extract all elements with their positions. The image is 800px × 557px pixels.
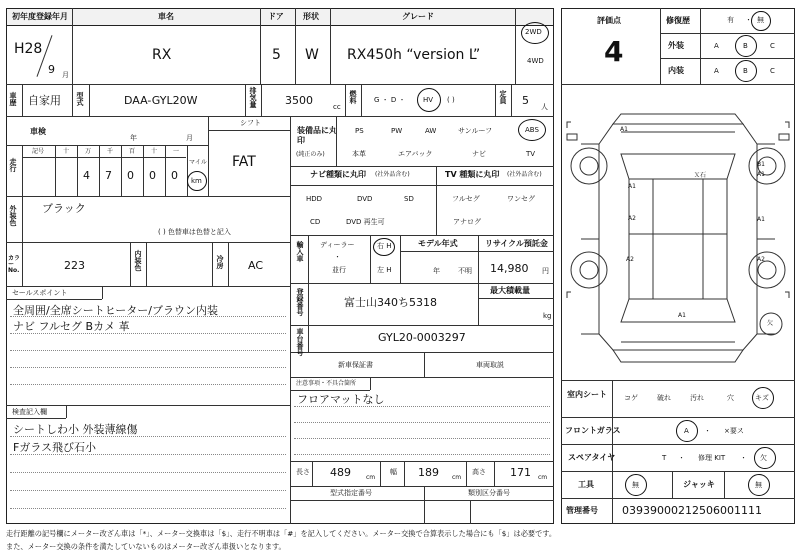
category-label: 類別区分番号	[468, 489, 510, 497]
door-label: ドア	[268, 12, 284, 21]
dmg-b1: B1	[757, 161, 765, 168]
sales-points-label: セールスポイント	[12, 289, 68, 297]
car-damage-diagram	[561, 84, 795, 380]
fuel-options: G ・ D ・	[374, 96, 406, 104]
era-year: H28	[14, 41, 43, 57]
import-label: 輸入車	[296, 241, 304, 262]
capacity-label: 定員	[499, 90, 507, 104]
year-label: 初年度登録年月	[12, 12, 68, 21]
navi-cd: CD	[310, 218, 321, 226]
chassis-label: 車台番号	[296, 328, 304, 356]
shaken-label: 車検	[30, 127, 46, 136]
jack-label: ジャッキ	[683, 480, 715, 489]
import-dealer: ディーラー	[320, 241, 355, 249]
shape-label: 形状	[303, 12, 319, 21]
navi-hdd: HDD	[306, 195, 323, 203]
max-load-unit: kg	[543, 312, 552, 320]
month-value: 9	[48, 63, 55, 76]
tv-fullseg: フルセグ	[452, 195, 480, 203]
drive-2wd: 2WD	[525, 28, 542, 36]
int-b: B	[743, 67, 748, 75]
dmg-a1-5: A1	[678, 312, 686, 319]
type-designation-label: 型式指定番号	[330, 489, 372, 497]
equip-abs: ABS	[525, 126, 539, 134]
height-label: 高さ	[472, 468, 486, 476]
exterior-color-label: 外装色	[9, 205, 17, 226]
repair-yes: 有	[727, 16, 734, 24]
navi-sd: SD	[404, 195, 414, 203]
car-name-value: RX	[152, 47, 172, 63]
fuel-other: ( )	[447, 96, 455, 104]
score-value: 4	[604, 35, 624, 68]
seat-hole: 穴	[727, 394, 734, 402]
equip-ps: PS	[355, 127, 364, 135]
drive-4wd: 4WD	[527, 57, 544, 65]
shaken-month-unit: 月	[186, 134, 193, 142]
displacement-label: 排気量	[249, 87, 257, 108]
windshield-dot: ・	[704, 427, 711, 435]
dmg-a2-1: A2	[628, 215, 636, 222]
seat-tear: 破れ	[657, 394, 671, 402]
capacity-value: 5	[522, 94, 529, 107]
dmg-tag: 欠	[767, 320, 774, 327]
int-a: A	[714, 67, 719, 75]
equip-leather: 本革	[352, 150, 366, 158]
shift-value: FAT	[232, 154, 256, 170]
ac-label: 冷房	[216, 255, 224, 269]
equip-pw: PW	[391, 127, 403, 135]
equip-sunroof: サンルーフ	[458, 127, 493, 135]
equipment-sublabel: (純正のみ)	[296, 151, 325, 158]
tools-value: 無	[632, 481, 639, 489]
width-unit: cm	[452, 474, 462, 481]
manual: 車両取説	[476, 361, 504, 369]
windshield-replace: ×要ス	[724, 427, 744, 435]
model-year-unit: 年	[433, 267, 440, 275]
navi-sub: (社外品含む)	[375, 171, 410, 178]
dmg-note: Ｘ石	[694, 172, 707, 179]
spare-dot-1: ・	[678, 454, 685, 462]
dmg-a1-2: A1	[757, 171, 765, 178]
windshield-label: フロントガラス	[565, 426, 621, 435]
navi-dvd-play: DVD 再生可	[346, 218, 385, 226]
digit-place-label: 千	[107, 148, 114, 155]
car-name-label: 車名	[158, 12, 174, 21]
model-year-unknown: 不明	[458, 267, 472, 275]
fuel-hv: HV	[423, 96, 434, 104]
registration-value: 富士山340ち5318	[344, 296, 437, 309]
repair-no: 無	[757, 16, 764, 24]
tv-analog: アナログ	[453, 218, 481, 226]
usage-label: 車歴	[9, 92, 17, 106]
chassis-value: GYL20-0003297	[378, 331, 466, 344]
jack-value: 無	[755, 481, 762, 489]
spare-label: スペアタイヤ	[568, 453, 616, 462]
model-label: 型式	[76, 92, 84, 106]
tv-label: TV 種類に丸印	[445, 170, 500, 179]
new-car-warranty: 新車保証書	[338, 361, 373, 369]
inspector-line-2: Fガラス飛び石小	[13, 441, 96, 454]
seat-burn: コゲ	[624, 394, 638, 402]
sales-point-line-2: ナビ フルセグ Bカメ 革	[13, 320, 130, 333]
int-c: C	[770, 67, 775, 75]
max-load-label: 最大積載量	[490, 286, 530, 295]
grade-label: グレード	[402, 12, 434, 21]
import-parallel: 並行	[332, 266, 346, 274]
recycle-label: リサイクル預託金	[485, 239, 548, 248]
digit-place-label: 百	[129, 148, 136, 155]
ext-a: A	[714, 42, 719, 50]
sales-point-line-1: 全周囲/全席シートヒーター/ブラウン内装	[13, 304, 218, 317]
notes-label: 注意事項・不具合箇所	[296, 380, 357, 387]
dmg-a1-4: A1	[757, 216, 765, 223]
equip-airbag: エアバック	[398, 150, 433, 158]
color-no-value: 223	[64, 259, 85, 272]
navi-dvd: DVD	[357, 195, 373, 203]
height-value: 171	[510, 466, 531, 479]
navi-label: ナビ種類に丸印	[310, 170, 366, 179]
spare-kit: 修理 KIT	[698, 454, 726, 462]
width-value: 189	[418, 466, 439, 479]
usage-value: 自家用	[28, 94, 61, 107]
tools-label: 工具	[578, 480, 594, 489]
repair-dot: ・	[745, 16, 752, 24]
tv-sub: (社外品含む)	[507, 171, 542, 178]
capacity-unit: 人	[541, 103, 548, 111]
registration-label: 登録番号	[296, 288, 304, 316]
displacement-unit: cc	[333, 103, 341, 111]
exterior-color-note: ( ) 色替車は色替と記入	[158, 228, 231, 236]
color-no-label: カラーNo.	[8, 255, 21, 274]
ac-value: AC	[248, 259, 264, 272]
shaken-year-unit: 年	[130, 134, 137, 142]
length-value: 489	[330, 466, 351, 479]
mileage-symbol-label: 記号	[32, 148, 45, 155]
model-value: DAA-GYL20W	[124, 94, 198, 107]
equip-tv: TV	[526, 150, 536, 158]
digit-place-label: 十	[63, 148, 70, 155]
footer-line-1: 走行距離の記号欄にメーター改ざん車は「*」、メーター交換車は「$」、走行不明車は「#」を記入してください。メーター交換で合算表示した場合にも「$」は必要です。	[6, 529, 557, 538]
dmg-a2-2: A2	[626, 256, 634, 263]
mile-label: マイル	[189, 159, 207, 166]
shape-value: W	[305, 47, 319, 63]
recycle-unit: 円	[542, 267, 549, 275]
repair-label: 修復歴	[666, 16, 690, 25]
inspector-line-1: シートしわ小 外装薄線傷	[13, 423, 138, 436]
interior-seat-label: 室内シート	[567, 390, 607, 399]
mileage-label: 走行	[9, 158, 17, 172]
model-year-label: モデル年式	[418, 239, 458, 248]
import-left-h: 左 H	[377, 266, 392, 274]
doors-value: 5	[272, 47, 281, 63]
seat-scratch: キズ	[755, 394, 769, 402]
km-label: km	[191, 177, 202, 185]
score-label: 評価点	[597, 16, 621, 25]
seat-dirt: 汚れ	[690, 394, 704, 402]
footer-line-2: また、メーター交換の条件を満たしていないものはメーター改ざん車扱いとなります。	[6, 542, 286, 551]
import-right-h: 右 H	[377, 242, 392, 250]
fuel-label: 燃料	[349, 90, 357, 104]
width-label: 幅	[390, 468, 397, 476]
ext-b: B	[743, 42, 748, 50]
digit-place-label: 一	[173, 148, 180, 155]
equipment-label: 装備品に丸印	[297, 126, 337, 146]
interior-label: 内装	[668, 66, 684, 75]
shift-label: シフト	[240, 119, 261, 127]
tv-oneseg: ワンセグ	[507, 195, 535, 203]
digit-place-label: 十	[151, 148, 158, 155]
mileage-digit: 0	[149, 169, 156, 182]
dmg-a1-3: A1	[628, 183, 636, 190]
notes-line-1: フロアマットなし	[297, 393, 385, 406]
mileage-digit: 4	[83, 169, 90, 182]
exterior-label: 外装	[668, 41, 684, 50]
spare-t: T	[662, 454, 667, 462]
interior-color-label: 内装色	[134, 250, 142, 271]
digit-place-label: 万	[85, 148, 92, 155]
ext-c: C	[770, 42, 775, 50]
mileage-digit: 7	[105, 169, 112, 182]
dmg-a1-1: A1	[620, 126, 628, 133]
mgmt-value: 0393900021250600111​1	[622, 504, 762, 517]
month-unit: 月	[62, 71, 69, 79]
spare-missing: 欠	[760, 454, 767, 462]
dmg-a2-3: A2	[757, 256, 765, 263]
import-dot: ・	[334, 253, 341, 261]
exterior-color-value: ブラック	[42, 202, 86, 215]
equip-navi: ナビ	[472, 150, 486, 158]
windshield-a: A	[684, 427, 689, 435]
spare-dot-2: ・	[740, 454, 747, 462]
displacement-value: 3500	[285, 94, 313, 107]
inspector-label: 検査記入欄	[12, 408, 47, 416]
mgmt-label: 管理番号	[566, 506, 598, 515]
length-unit: cm	[366, 474, 376, 481]
mileage-digit: 0	[171, 169, 178, 182]
length-label: 長さ	[296, 468, 310, 476]
recycle-value: 14,980	[490, 262, 529, 275]
grade-value: RX450h “version L”	[347, 47, 481, 63]
equip-aw: AW	[425, 127, 437, 135]
height-unit: cm	[538, 474, 548, 481]
mileage-digit: 0	[127, 169, 134, 182]
